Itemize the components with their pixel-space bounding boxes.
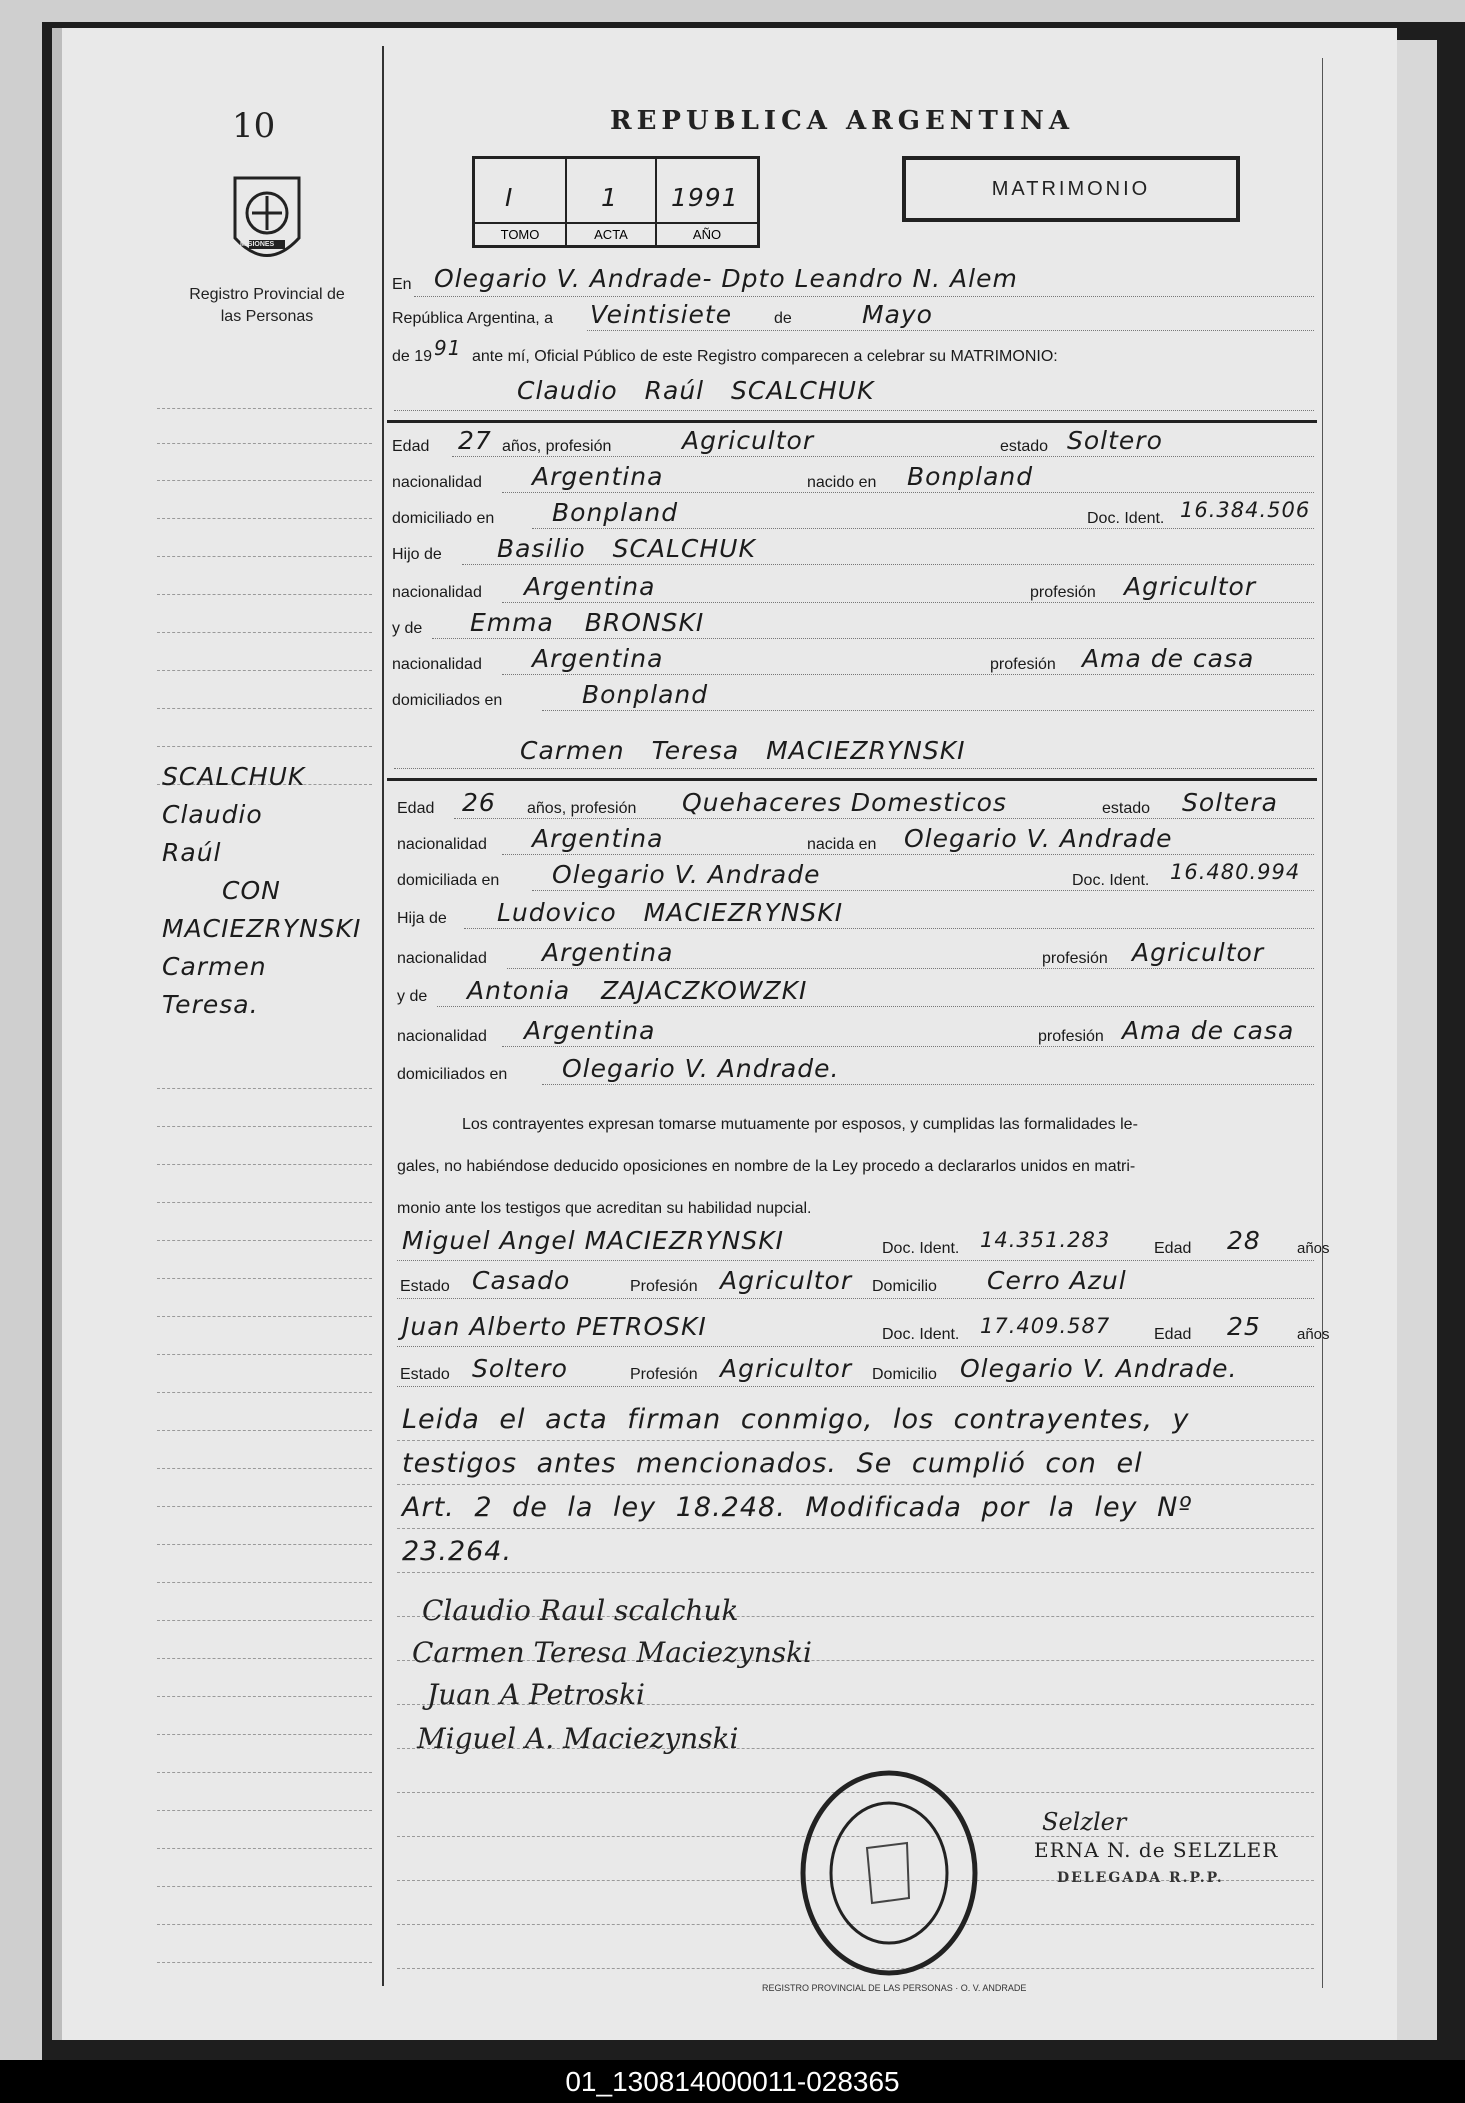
official-title: DELEGADA R.P.P. <box>1057 1870 1224 1886</box>
nacido-en-label: nacido en <box>807 474 877 491</box>
day-value: Veintisiete <box>590 300 733 329</box>
tomo-cell <box>475 159 567 245</box>
groom-mother-nationality: Argentina <box>532 644 664 673</box>
misiones-emblem <box>227 168 307 278</box>
year-prefix: de 19 <box>392 348 433 365</box>
bride-mother: Antonia ZAJACZKOWZKI <box>467 976 808 1005</box>
register-page <box>52 28 1397 2040</box>
body-line-3: monio ante los testigos que acreditan su habilidad nupcial. <box>397 1200 812 1217</box>
background-top <box>0 0 1465 22</box>
bride-father-profession: Agricultor <box>1132 938 1265 967</box>
domicilio-label: Domicilio <box>872 1278 937 1295</box>
groom-doc: 16.384.506 <box>1180 498 1311 522</box>
place-value: Olegario V. Andrade- Dpto Leandro N. Alem <box>434 264 1018 293</box>
year-suffix: 91 <box>434 336 462 360</box>
margin-divider <box>382 46 384 1986</box>
seal-text: REGISTRO PROVINCIAL DE LAS PERSONAS · O. V. ANDRADE <box>762 1983 1027 1993</box>
witness1-name: Miguel Angel MACIEZRYNSKI <box>402 1226 784 1255</box>
official-signature: Selzler <box>1042 1808 1127 1836</box>
background-left <box>0 0 42 2060</box>
groom-birthplace: Bonpland <box>907 462 1034 491</box>
bride-profession: Quehaceres Domesticos <box>682 788 1007 817</box>
edad-label: Edad <box>1154 1326 1192 1343</box>
domiciliados-label: domiciliados en <box>392 692 503 709</box>
witness1-status: Casado <box>472 1266 571 1295</box>
groom-age: 27 <box>458 426 492 455</box>
doc-label: Doc. Ident. <box>882 1240 960 1257</box>
nacionalidad-label: nacionalidad <box>397 950 487 967</box>
section-divider <box>387 778 1317 781</box>
witness1-address: Cerro Azul <box>987 1266 1127 1295</box>
margin-line: SCALCHUK <box>162 762 306 791</box>
doc-label: Doc. Ident. <box>1087 510 1165 527</box>
witness1-profession: Agricultor <box>720 1266 853 1295</box>
groom-mother-profession: Ama de casa <box>1082 644 1255 673</box>
ante-text: ante mí, Oficial Público de este Registro comparecen a celebrar su MATRIMONIO: <box>472 348 1058 365</box>
groom-name: Claudio Raúl SCALCHUK <box>517 376 875 405</box>
emblem-text: MISIONES <box>240 241 275 248</box>
witness2-profession: Agricultor <box>720 1354 853 1383</box>
groom-status: Soltero <box>1067 426 1163 455</box>
bride-doc: 16.480.994 <box>1170 860 1301 884</box>
y-de-label: y de <box>397 988 428 1005</box>
edad-label: Edad <box>397 800 435 817</box>
signature-witness1: Miguel A. Maciezynski <box>417 1722 739 1755</box>
bride-age: 26 <box>462 788 496 817</box>
y-de-label: y de <box>392 620 423 637</box>
profesion-label: Profesión <box>630 1278 698 1295</box>
witness2-age: 25 <box>1227 1312 1261 1341</box>
official-name: ERNA N. de SELZLER <box>1034 1838 1279 1862</box>
domicilio-label: Domicilio <box>872 1366 937 1383</box>
margin-line: Raúl <box>162 838 222 867</box>
profesion-label: profesión <box>1038 1028 1104 1045</box>
tomo-value: I <box>505 183 514 212</box>
bride-status: Soltera <box>1182 788 1278 817</box>
note-line: Leida el acta firman conmigo, los contrayentes, y <box>402 1404 1190 1435</box>
bride-nationality: Argentina <box>532 824 664 853</box>
profesion-label: años, profesión <box>527 800 637 817</box>
witness2-address: Olegario V. Andrade. <box>960 1354 1238 1383</box>
nacionalidad-label: nacionalidad <box>397 836 487 853</box>
page-number: 10 <box>232 106 276 146</box>
margin-line: CON <box>222 876 281 905</box>
estado-label: estado <box>1102 800 1151 817</box>
bride-mother-nationality: Argentina <box>524 1016 656 1045</box>
margin-annotation <box>162 758 361 1024</box>
bride-mother-profession: Ama de casa <box>1122 1016 1295 1045</box>
groom-nationality: Argentina <box>532 462 664 491</box>
witness1-doc: 14.351.283 <box>980 1228 1111 1252</box>
groom-address: Bonpland <box>552 498 679 527</box>
note-line: testigos antes mencionados. Se cumplió con el <box>402 1448 1143 1479</box>
domiciliada-label: domiciliada en <box>397 872 500 889</box>
groom-parents-address: Bonpland <box>582 680 709 709</box>
groom-father-nationality: Argentina <box>524 572 656 601</box>
anio-cell <box>657 159 757 245</box>
section-divider <box>387 420 1317 423</box>
registry-seal <box>797 1768 982 1978</box>
margin-line: MACIEZRYNSKI <box>162 914 362 943</box>
groom-mother: Emma BRONSKI <box>470 608 705 637</box>
anos-label: años <box>1297 1326 1330 1343</box>
body-line-2: gales, no habiéndose deducido oposiciones en nombre de la Ley procedo a declararlos unidos en matri- <box>397 1158 1136 1175</box>
acta-value: 1 <box>601 183 618 212</box>
anio-value: 1991 <box>671 183 739 212</box>
de-label: de <box>774 310 792 327</box>
nacionalidad-label: nacionalidad <box>392 474 482 491</box>
profesion-label: profesión <box>1042 950 1108 967</box>
domiciliado-label: domiciliado en <box>392 510 495 527</box>
tomo-label: TOMO <box>475 222 565 242</box>
margin-line: Claudio <box>162 800 263 829</box>
domiciliados-label: domiciliados en <box>397 1066 508 1083</box>
bride-address: Olegario V. Andrade <box>552 860 821 889</box>
nacionalidad-label: nacionalidad <box>392 656 482 673</box>
profesion-label: profesión <box>1030 584 1096 601</box>
nacionalidad-label: nacionalidad <box>392 584 482 601</box>
groom-profession: Agricultor <box>682 426 815 455</box>
profesion-label: años, profesión <box>502 438 612 455</box>
doc-label: Doc. Ident. <box>882 1326 960 1343</box>
body-line-1: Los contrayentes expresan tomarse mutuamente por esposos, y cumplidas las formalidades le- <box>462 1116 1138 1133</box>
acta-label: ACTA <box>567 222 655 242</box>
margin-line: Teresa. <box>162 990 259 1019</box>
acta-cell <box>567 159 657 245</box>
groom-father-profession: Agricultor <box>1124 572 1257 601</box>
estado-label: Estado <box>400 1366 450 1383</box>
doc-label: Doc. Ident. <box>1072 872 1150 889</box>
witness1-age: 28 <box>1227 1226 1261 1255</box>
profesion-label: Profesión <box>630 1366 698 1383</box>
witness2-status: Soltero <box>472 1354 568 1383</box>
document-type-box: MATRIMONIO <box>902 156 1240 222</box>
groom-father: Basilio SCALCHUK <box>497 534 756 563</box>
witness2-doc: 17.409.587 <box>980 1314 1111 1338</box>
nacionalidad-label: nacionalidad <box>397 1028 487 1045</box>
bride-name: Carmen Teresa MACIEZRYNSKI <box>520 736 966 765</box>
bride-birthplace: Olegario V. Andrade <box>904 824 1173 853</box>
bride-parents-address: Olegario V. Andrade. <box>562 1054 840 1083</box>
profesion-label: profesión <box>990 656 1056 673</box>
edad-label: Edad <box>1154 1240 1192 1257</box>
image-id-footer: 01_130814000011-028365 <box>0 2060 1465 2103</box>
right-margin-rule <box>1322 58 1323 1988</box>
signature-bride: Carmen Teresa Maciezynski <box>412 1636 813 1669</box>
note-line: 23.264. <box>402 1536 513 1567</box>
hijo-de-label: Hijo de <box>392 546 442 563</box>
estado-label: Estado <box>400 1278 450 1295</box>
country-title: REPUBLICA ARGENTINA <box>610 106 1075 136</box>
witness2-name: Juan Alberto PETROSKI <box>402 1312 707 1341</box>
bride-father-nationality: Argentina <box>542 938 674 967</box>
month-value: Mayo <box>862 300 933 329</box>
republica-label: República Argentina, a <box>392 310 553 327</box>
registry-name: Registro Provincial de las Personas <box>189 286 345 325</box>
en-label: En <box>392 276 412 293</box>
anos-label: años <box>1297 1240 1330 1257</box>
signature-groom: Claudio Raul scalchuk <box>422 1594 739 1627</box>
edad-label: Edad <box>392 438 430 455</box>
nacida-en-label: nacida en <box>807 836 877 853</box>
hija-de-label: Hija de <box>397 910 447 927</box>
handwritten-notes <box>402 1398 1192 1574</box>
note-line: Art. 2 de la ley 18.248. Modificada por la ley Nº <box>402 1492 1193 1523</box>
estado-label: estado <box>1000 438 1049 455</box>
tomo-acta-box <box>472 156 760 248</box>
margin-line: Carmen <box>162 952 267 981</box>
signature-witness2: Juan A Petroski <box>427 1678 645 1711</box>
bride-father: Ludovico MACIEZRYNSKI <box>497 898 844 927</box>
anio-label: AÑO <box>657 222 757 242</box>
